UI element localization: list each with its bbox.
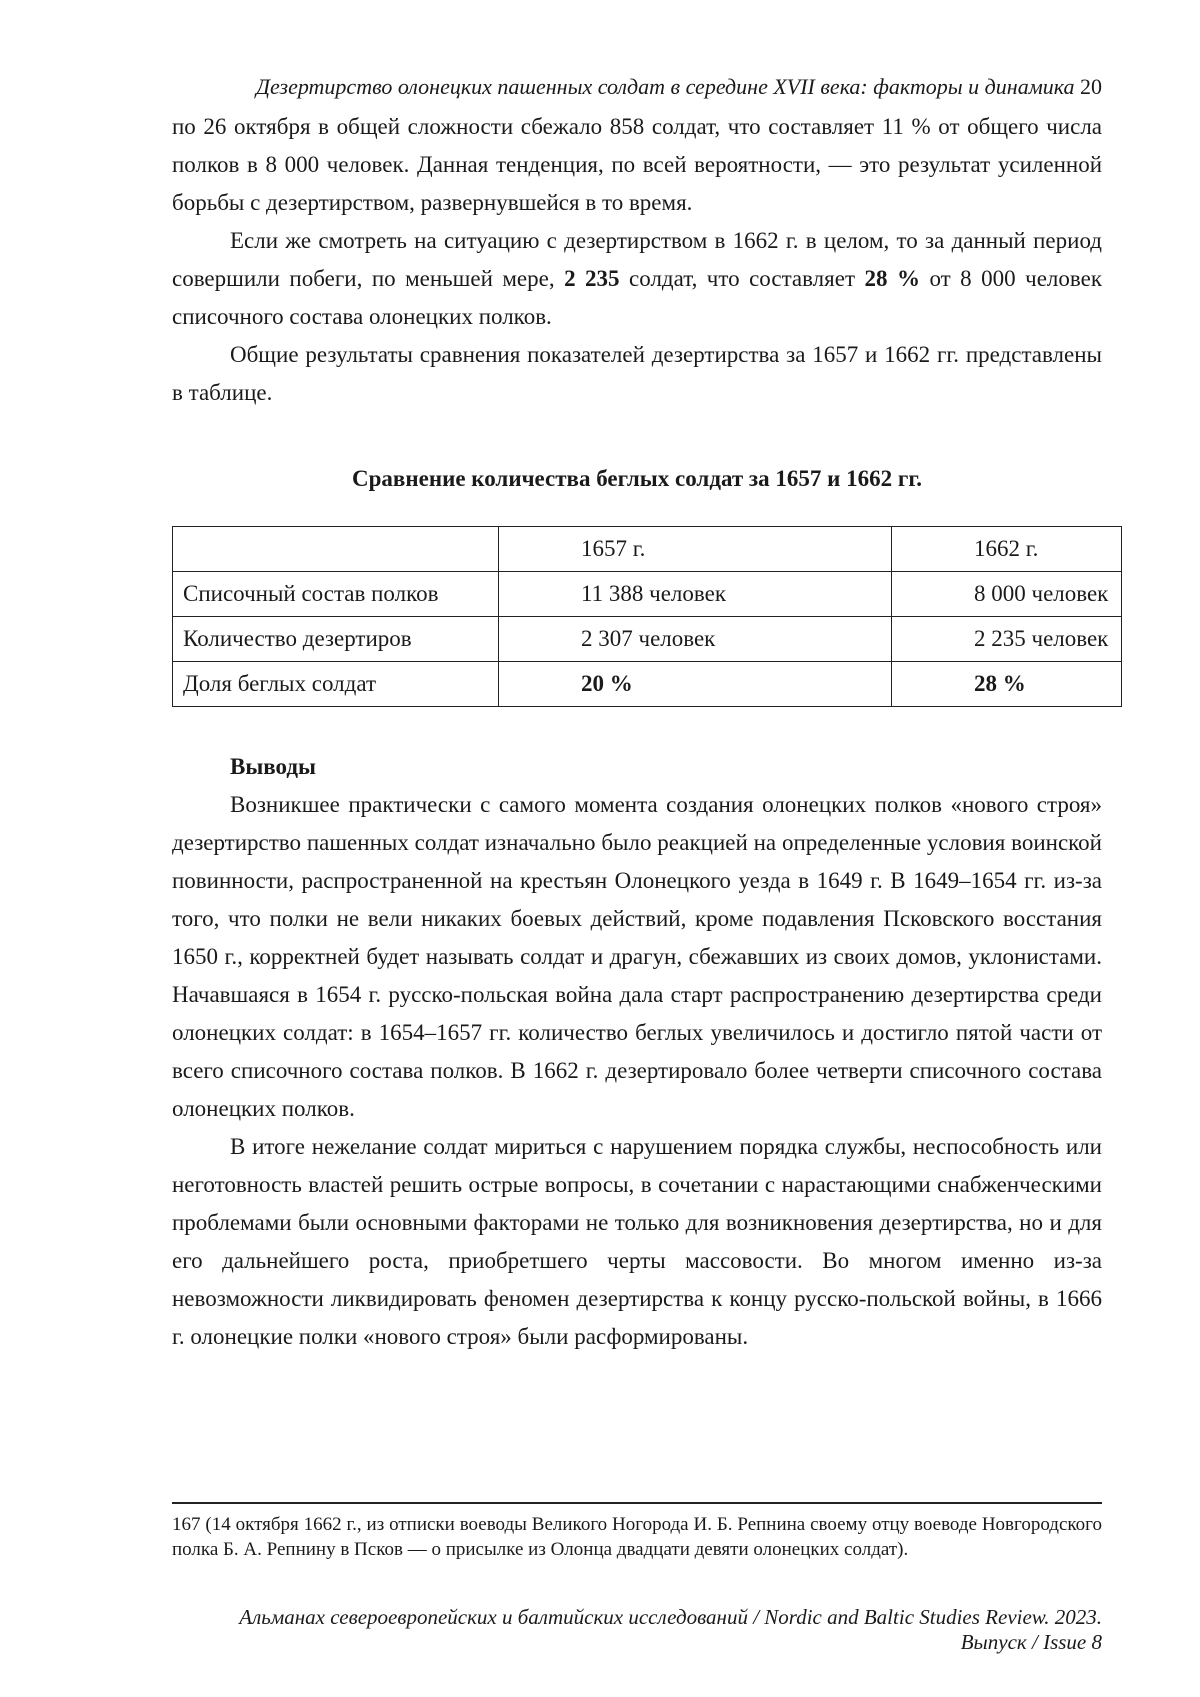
footnote: 167 (14 октября 1662 г., из отписки воеводы Великого Ногорода И. Б. Репнина своему отцу воеводе Новгородского полка Б. А. Репнину в Псков — о присылке из Олонца двадцати девяти олонецких солдат). xyxy=(172,1514,1102,1560)
paragraph-summary-1662 xyxy=(172,222,1102,336)
table-header-cell: 1662 г. xyxy=(892,527,1122,572)
table-row xyxy=(173,572,1122,617)
conclusions-paragraph-2: В итоге нежелание солдат мириться с нарушением порядка службы, неспособность или неготовность властей решить острые вопросы, в сочетании с нарастающими снабженческими проблемами были основными факторами не только для возникновения дезертирства, но и для его дальнейшего роста, приобретшего черты массовости. Во многом именно из-за невозможности ликвидировать феномен дезертирства к концу русско-польской войны, в 1666 г. олонецкие полки «нового строя» были расформированы. xyxy=(172,1134,1102,1349)
journal-footer: Альманах североевропейских и балтийских исследований / Nordic and Baltic Studies Review. 2023. Выпуск / Issue 8 xyxy=(239,1605,1102,1654)
conclusions-heading: Выводы xyxy=(230,754,316,779)
table-cell: 2 235 человек xyxy=(892,617,1122,662)
paragraph-table-intro: Общие результаты сравнения показателей дезертирства за 1657 и 1662 гг. представлены в таблице. xyxy=(172,342,1102,405)
table-title: Сравнение количества беглых солдат за 1657 и 1662 гг. xyxy=(352,466,922,491)
running-header xyxy=(172,72,1102,102)
table-cell: Количество дезертиров xyxy=(173,617,499,662)
paragraph-continuation: по 26 октября в общей сложности сбежало 858 солдат, что составляет 11 % от общего числа полков в 8 000 человек. Данная тенденция, по всей вероятности, — это результат усиленной борьбы с дезертирством, развернувшейся в то время. xyxy=(172,114,1102,215)
conclusions-paragraph-1: Возникшее практически с самого момента создания олонецких полков «нового строя» дезертирство пашенных солдат изначально было реакцией на определенные условия воинской повинности, распространенной на крестьян Олонецкого уезда в 1649 г. В 1649–1654 гг. из-за того, что полки не вели никаких боевых действий, кроме подавления Псковского восстания 1650 г., корректней будет называть солдат и драгун, сбежавших из своих домов, уклонистами. Начавшаяся в 1654 г. русско-польская война дала старт распространению дезертирства среди олонецких солдат: в 1654–1657 гг. количество беглых увеличилось и достигло пятой части от всего списочного состава полков. В 1662 г. дезертировало более четверти списочного состава олонецких полков. xyxy=(172,792,1102,1121)
table-cell: Списочный состав полков xyxy=(173,572,499,617)
table-cell: 8 000 человек xyxy=(892,572,1122,617)
table-row xyxy=(173,617,1122,662)
table-cell: Доля беглых солдат xyxy=(173,662,499,707)
table-header-cell xyxy=(173,527,499,572)
comparison-table xyxy=(172,526,1122,707)
running-title: Дезертирство олонецких пашенных солдат в середине XVII века: факторы и динамика xyxy=(256,74,1075,99)
table-cell: 2 307 человек xyxy=(499,617,892,662)
conclusions-section xyxy=(172,748,1102,1356)
para2-bold-count: 2 235 xyxy=(564,266,620,291)
table-header-cell: 1657 г. xyxy=(499,527,892,572)
table-header-row xyxy=(173,527,1122,572)
table-row xyxy=(173,662,1122,707)
table-cell: 28 % xyxy=(892,662,1122,707)
para2-bold-percent: 28 % xyxy=(864,266,920,291)
footnote-divider xyxy=(172,1502,1102,1504)
table-cell: 20 % xyxy=(499,662,892,707)
body-text-top xyxy=(172,108,1102,412)
para2-text-3: от 8 000 человек списочного состава олонецких полков. xyxy=(172,266,1102,329)
table-cell: 11 388 человек xyxy=(499,572,892,617)
para2-text-1: Если же смотреть на ситуацию с дезертирством в 1662 г. в целом, то за данный период совершили побеги, по меньшей мере, xyxy=(172,228,1102,291)
page-number: 20 xyxy=(1080,74,1102,99)
para2-text-2: солдат, что составляет xyxy=(619,266,865,291)
